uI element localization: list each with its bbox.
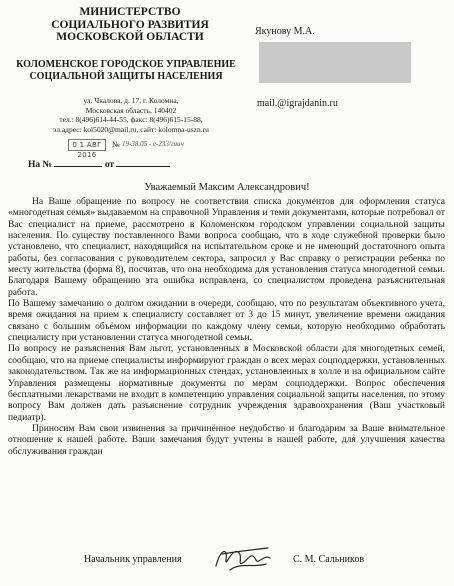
recipient-email: mail.@igrajdanin.ru	[257, 98, 338, 109]
letter-paragraph: Приносим Вам свои извинения за причинённое неудобство и благодарим за Ваше внимательное отношение к нашей работе. Ваши замечания будут учтены в нашей работе, для улучшения качества обслуживания граждан	[8, 422, 445, 457]
ministry-line: СОЦИАЛЬНОГО РАЗВИТИЯ	[51, 18, 209, 31]
department-line: КОЛОМЕНСКОЕ ГОРОДСКОЕ УПРАВЛЕНИЕ	[16, 59, 236, 70]
department-header	[10, 59, 242, 82]
letter-greeting: Уважаемый Максим Александрович!	[144, 182, 310, 193]
signatory-name: С. М. Сальников	[293, 554, 365, 565]
ot-label: от	[104, 160, 115, 170]
department-line: СОЦИАЛЬНОЙ ЗАЩИТЫ НАСЕЛЕНИЯ	[29, 70, 223, 82]
na-label: На №	[28, 160, 53, 170]
ministry-line: МОСКОВСКОЙ ОБЛАСТИ	[56, 31, 204, 43]
na-blank	[54, 157, 102, 167]
ministry-line: МИНИСТЕРСТВО	[79, 6, 181, 18]
reg-number-label: №	[112, 140, 120, 149]
ot-blank	[116, 157, 170, 167]
date-stamp: 0 1 АВГ 2016	[68, 139, 106, 151]
letter-paragraph: На Ваше обращение по вопросу не соответствия списка документов для оформления статуса «многодетная семья» выдаваемом на справочной Управления и теми документами, которые потребовал от Вас специалист на приеме, рассмотрено в Коломенском городском управлении социальной защиты населения. По существу поставленного Вами вопроса сообщаю, что в ходе служебной проверки было установлено, что специалист, находящийся на испытательном сроке и не имеющий достаточного опыта работы, без согласования с руководителем сектора, запросил у Вас справку о регистрации ребенка по месту жительства (форма 8), посчитав, что она необходима для установления статуса многодетной семьи. Благодаря Вашему обращению эта ошибка исправлена, со специалистом проведена разъяснительная работа.	[8, 196, 445, 298]
address-line: ул. Чкалова, д. 17, г. Коломна,	[83, 96, 179, 105]
address-line: эл.адрес: kol5020@mail.ru, сайт: kolomna-uszn.ru	[53, 124, 209, 134]
redacted-address-box	[259, 42, 411, 83]
letter-paragraph: По Вашему замечанию о долгом ожидании в очереди, сообщаю, что по результатам объективного учета, время ожидания на прием к специалисту составляет от 3 до 15 минут, увеличение времени ожидания связано с большим объёмом информации по каждому члену семьи, которую необходимо обработать специалисту при установлении статуса многодетной семьи.	[8, 298, 445, 344]
ministry-header	[30, 6, 230, 44]
address-line: тел.: 8(496)614-44-55, факс: 8(496)615-15-88,	[59, 115, 203, 124]
handwritten-signature	[210, 540, 280, 576]
signatory-title: Начальник управления	[84, 554, 182, 565]
department-address	[20, 96, 242, 134]
letter-paragraph: По вопросу не разъяснения Вам льгот, установленных в Московской области для многодетных семей, сообщаю, что на приеме специалисты информируют граждан о всех мерах соцподдержки, установленных законодательством. Так же на информационных стендах, установленных в холле и на официальном сайте Управления размещены нормативные документы по мерам соцподдержки. Вопрос обеспечения бесплатными лекарствами не входит в компетенцию управления социальной защиты населения, по этому вопросу Вам должен дать разъяснение сотрудник учреждения здравоохранения (Ваш участковый педиатр).	[8, 343, 445, 423]
registration-line	[20, 139, 250, 159]
reference-line	[28, 157, 170, 170]
letter-body	[8, 196, 445, 457]
recipient-name: Якунову М.А.	[255, 26, 315, 37]
handwritten-reg-number: 19-38.05 - е-233/гиич	[122, 140, 184, 148]
address-line: Московская область, 140402	[85, 105, 177, 115]
